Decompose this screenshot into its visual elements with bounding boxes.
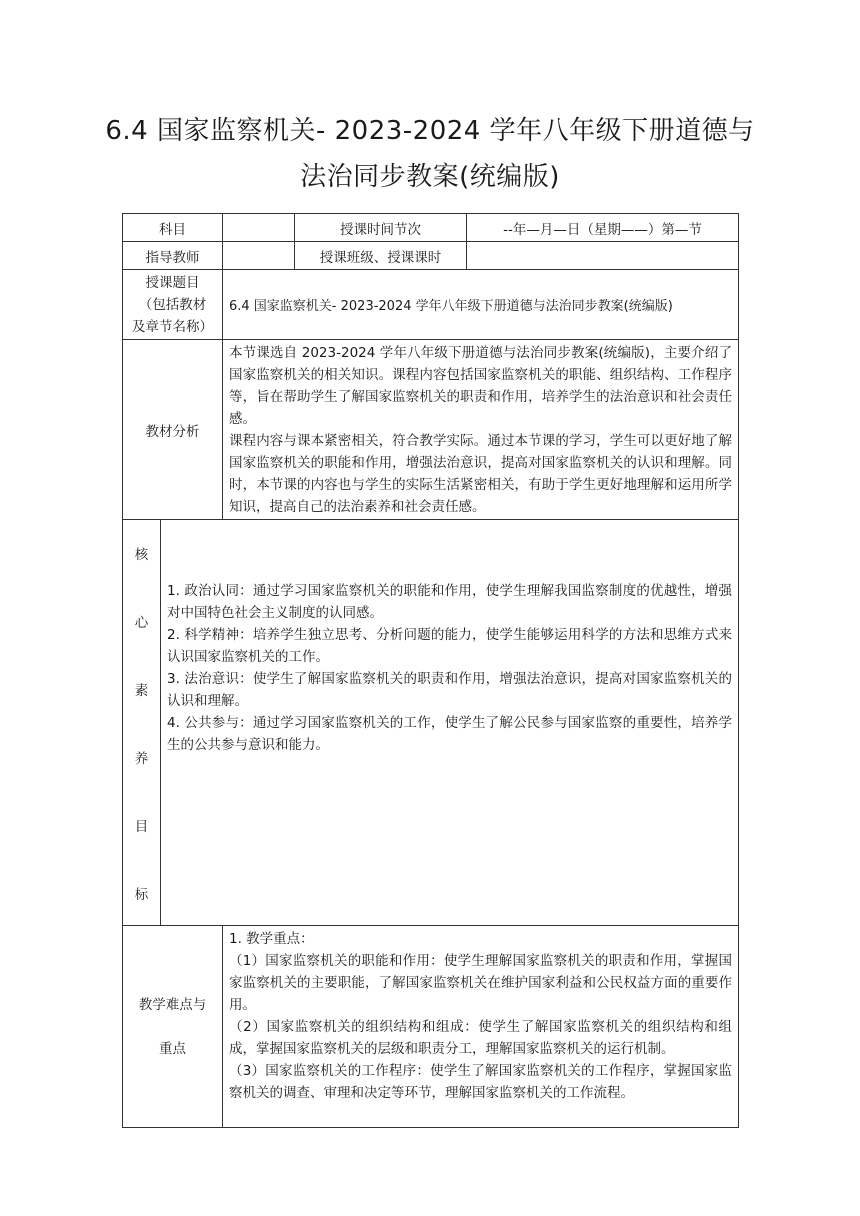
topic-label xyxy=(123,270,223,340)
key-point-item: 1. 教学重点： xyxy=(229,931,314,947)
core-goal-item: 3. 法治意识：使学生了解国家监察机关的职责和作用，增强法治意识，提高对国家监察机关的认识和理解。 xyxy=(167,670,732,709)
topic-label-line-1: 授课题目 xyxy=(145,274,200,291)
subject-label: 科目 xyxy=(123,214,223,242)
key-point-item: （1）国家监察机关的职能和作用：使学生理解国家监察机关的职责和作用，掌握国家监察机关的主要职能，了解国家监察机关在维护国家利益和公民权益方面的重要作用。 xyxy=(229,953,732,1013)
row-subject xyxy=(123,214,739,242)
row-core-goals xyxy=(123,520,739,926)
analysis-content xyxy=(223,340,739,520)
title-line-2: 法治同步教案(统编版) xyxy=(300,162,560,192)
subject-value xyxy=(223,214,295,242)
key-points-label xyxy=(123,926,223,1128)
row-key-points xyxy=(123,926,739,1128)
document-title xyxy=(0,108,860,200)
core-label-char: 心 xyxy=(134,614,149,631)
key-label-line-2: 重点 xyxy=(159,1040,186,1057)
core-goal-item: 2. 科学精神：培养学生独立思考、分析问题的能力，使学生能够运用科学的方法和思维方式来认识国家监察机关的工作。 xyxy=(167,626,732,665)
core-label-char: 目 xyxy=(134,818,149,835)
core-goal-item: 4. 公共参与：通过学习国家监察机关的工作，使学生了解公民参与国家监察的重要性，培养学生的公共参与意识和能力。 xyxy=(167,714,732,753)
core-goals-label xyxy=(123,520,161,926)
analysis-paragraph-1: 本节课选自 2023-2024 学年八年级下册道德与法治同步教案(统编版)，主要介绍了国家监察机关的相关知识。课程内容包括国家监察机关的职能、组织结构、工作程序等，旨在帮助学生了解国家监察机关的职责和作用，培养学生的法治意识和社会责任感。 xyxy=(229,344,732,427)
topic-value: 6.4 国家监察机关- 2023-2024 学年八年级下册道德与法治同步教案(统编版) xyxy=(223,270,739,340)
core-label-char: 养 xyxy=(134,750,149,767)
key-point-item: （2）国家监察机关的组织结构和组成：使学生了解国家监察机关的组织结构和组成，掌握国家监察机关的层级和职责分工，理解国家监察机关的运行机制。 xyxy=(229,1019,732,1057)
row-analysis xyxy=(123,340,739,520)
key-points-content xyxy=(223,926,739,1128)
time-label: 授课时间节次 xyxy=(295,214,467,242)
row-topic xyxy=(123,270,739,340)
core-label-char: 核 xyxy=(134,546,149,563)
analysis-paragraph-2: 课程内容与课本紧密相关，符合教学实际。通过本节课的学习，学生可以更好地了解国家监察机关的职能和作用，增强法治意识，提高对国家监察机关的认识和理解。同时，本节课的内容也与学生的实际生活紧密相关，有助于学生更好地理解和运用所学知识，提高自己的法治素养和社会责任感。 xyxy=(229,432,732,515)
class-label: 授课班级、授课课时 xyxy=(295,242,467,270)
analysis-label: 教材分析 xyxy=(123,340,223,520)
time-value: --年—月—日（星期——）第—节 xyxy=(467,214,739,242)
row-teacher xyxy=(123,242,739,270)
teacher-value xyxy=(223,242,295,270)
key-label-line-1: 教学难点与 xyxy=(138,996,207,1013)
key-point-item: （3）国家监察机关的工作程序：使学生了解国家监察机关的工作程序，掌握国家监察机关的调查、审理和决定等环节，理解国家监察机关的工作流程。 xyxy=(229,1063,732,1101)
class-value xyxy=(467,242,739,270)
core-goal-item: 1. 政治认同：通过学习国家监察机关的职能和作用，使学生理解我国监察制度的优越性，增强对中国特色社会主义制度的认同感。 xyxy=(167,582,732,621)
teacher-label: 指导教师 xyxy=(123,242,223,270)
topic-label-line-3: 及章节名称） xyxy=(132,318,213,335)
core-goals-content xyxy=(161,520,739,926)
topic-label-line-2: （包括教材 xyxy=(138,296,207,313)
title-line-1: 6.4 国家监察机关- 2023-2024 学年八年级下册道德与 xyxy=(105,116,755,146)
lesson-plan-table xyxy=(122,213,739,1128)
core-label-char: 素 xyxy=(134,682,149,699)
core-label-char: 标 xyxy=(134,886,149,903)
